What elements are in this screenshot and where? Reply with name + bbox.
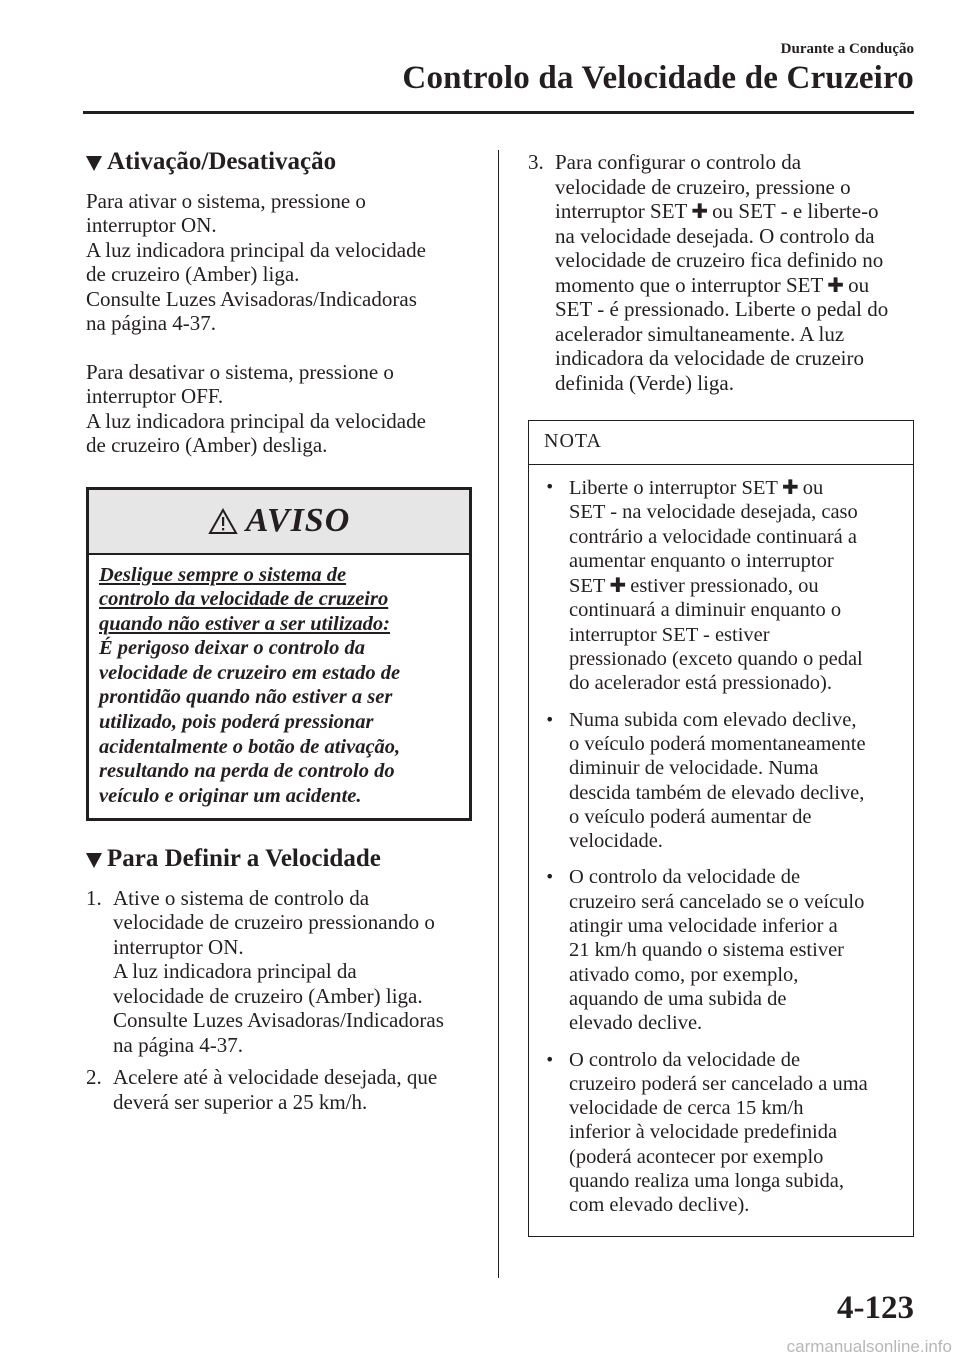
heading-set-speed	[86, 847, 472, 872]
left-column	[86, 150, 472, 1122]
warning-body: Desligue sempre o sistema de controlo da velocidade de cruzeiro quando não estiver a ser utilizado: É perigoso deixar o controlo da velocidade de cruzeiro em estado de prontidão quando não estiver a ser utilizado, pois poderá pressionar acidentalmente o botão de ativação, resultando na perda de controlo do veículo e originar um acidente.	[99, 563, 401, 807]
warning-box	[86, 487, 472, 822]
warning-title: AVISO	[245, 501, 351, 539]
right-column	[528, 150, 914, 1237]
warning-header	[89, 490, 469, 555]
list-item: 1. Ative o sistema de controlo da velocidade de cruzeiro pressionando o interruptor ON. A luz indicadora principal da velocidade de cruzeiro (Amber) liga. Consulte Luzes Avisadoras/Indicadoras na página 4-37.	[86, 885, 444, 1057]
page-number: 4-123	[837, 1290, 914, 1326]
steps-list	[86, 886, 472, 1115]
page-title: Controlo da Velocidade de Cruzeiro	[402, 60, 914, 96]
nota-title: NOTA	[529, 421, 913, 465]
triangle-down-icon	[86, 853, 102, 868]
plus-icon: ✚	[691, 199, 709, 223]
triangle-down-icon	[86, 156, 102, 171]
nota-body	[529, 465, 913, 1236]
header-section: Durante a Condução	[780, 41, 914, 57]
watermark: carmanualsonline.info	[786, 1337, 952, 1356]
header-rule	[83, 111, 914, 114]
plus-icon: ✚	[609, 573, 627, 598]
list-item: • Numa subida com elevado declive, o veículo poderá momentaneamente diminuir de velocidade. Numa descida também de elevado declive, o veículo poderá aumentar de velocidade.	[545, 708, 866, 853]
heading-activation	[86, 150, 472, 175]
plus-icon: ✚	[781, 475, 799, 499]
paragraph-deactivate: Para desativar o sistema, pressione o interruptor OFF. A luz indicadora principal da velocidade de cruzeiro (Amber) desliga.	[86, 359, 426, 457]
list-item: • Liberte o interruptor SET ✚ ou SET - na velocidade desejada, caso contrário a velocidade continuará a aumentar enquanto o interruptor SET ✚ estiver pressionado, ou continuará a diminuir enquanto o interruptor SET - estiver pressionado (exceto quando o pedal do acelerador está pressionado).	[545, 475, 863, 695]
steps-list-continued	[528, 150, 914, 395]
warning-triangle-icon	[208, 508, 238, 535]
list-item: 3. Para configurar o controlo da velocidade de cruzeiro, pressione o interruptor SET ✚ ou SET - e liberte-o na velocidade desejada. O controlo da velocidade de cruzeiro fica definido no momento que o interruptor SET ✚ ou SET - é pressionado. Liberte o pedal do acelerador simultaneamente. A luz indicadora da velocidade de cruzeiro definida (Verde) liga.	[528, 150, 889, 395]
heading-set-speed-text: Para Definir a Velocidade	[107, 845, 381, 873]
paragraph-activate: Para ativar o sistema, pressione o interruptor ON. A luz indicadora principal da velocidade de cruzeiro (Amber) liga. Consulte Luzes Avisadoras/Indicadoras na página 4-37.	[86, 188, 426, 335]
heading-activation-text: Ativação/Desativação	[107, 148, 337, 175]
column-divider	[498, 150, 499, 1278]
list-item: • O controlo da velocidade de cruzeiro poderá ser cancelado a uma velocidade de cerca 15 km/h inferior à velocidade predefinida (poderá acontecer por exemplo quando realiza uma longa subida, com elevado declive).	[545, 1048, 868, 1217]
list-item: • O controlo da velocidade de cruzeiro será cancelado se o veículo atingir uma velocidade inferior a 21 km/h quando o sistema estiver ativado como, por exemplo, aquando de uma subida de elevado declive.	[545, 866, 865, 1035]
plus-icon: ✚	[827, 272, 845, 297]
nota-box	[528, 420, 914, 1237]
list-item: 2. Acelere até à velocidade desejada, que deverá ser superior a 25 km/h.	[86, 1065, 438, 1114]
